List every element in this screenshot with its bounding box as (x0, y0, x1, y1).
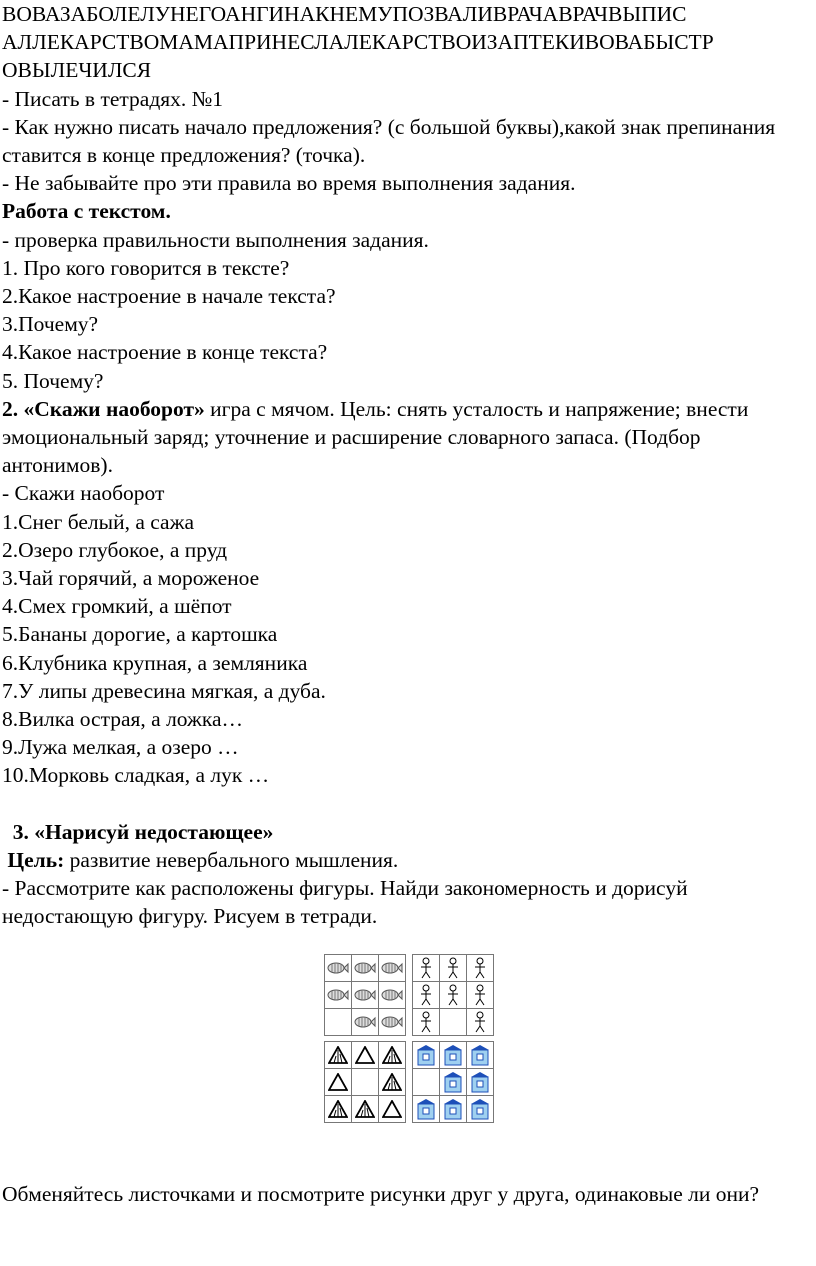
antonym-item: 10.Морковь сладкая, а лук … (2, 763, 270, 788)
fish-grid (324, 954, 406, 1036)
text-line: - Не забывайте про эти правила во время выполнения задания. (2, 171, 576, 196)
tri-icon (352, 1042, 378, 1068)
house-icon (467, 1096, 493, 1122)
fish-icon (325, 955, 351, 981)
tri-hatched-icon (325, 1042, 351, 1068)
fish-icon (379, 982, 405, 1008)
empty-cell (440, 1009, 466, 1035)
closing-text: Обменяйтесь листочками и посмотрите рисунки друг у друга, одинаковые ли они? (2, 1182, 760, 1206)
section-heading: 3. «Нарисуй недостающее» (2, 819, 274, 844)
house-icon (413, 1096, 439, 1122)
triangles-grid (324, 1041, 406, 1123)
person-icon (413, 955, 439, 981)
empty-cell (352, 1069, 378, 1095)
people-grid (412, 954, 494, 1036)
tri-hatched-icon (379, 1042, 405, 1068)
question: 3.Почему? (2, 312, 99, 337)
antonym-item: 5.Бананы дорогие, а картошка (2, 622, 278, 647)
text-line: ВОВАЗАБОЛЕЛУНЕГОАНГИНАКНЕМУПОЗВАЛИВРАЧАВРАЧВЫПИС (2, 2, 687, 26)
tri-hatched-icon (352, 1096, 378, 1122)
goal-line (2, 846, 814, 874)
fish-icon (325, 982, 351, 1008)
question: 5. Почему? (2, 368, 104, 393)
question: 1. Про кого говорится в тексте? (2, 255, 290, 280)
house-icon (440, 1069, 466, 1095)
goal-text: развитие невербального мышления. (64, 847, 399, 872)
house-icon (440, 1096, 466, 1122)
antonym-item: 6.Клубника крупная, а земляника (2, 650, 308, 675)
question: 4.Какое настроение в конце текста? (2, 340, 328, 365)
text-line: АЛЛЕКАРСТВОМАМАПРИНЕСЛАЛЕКАРСТВОИЗАПТЕКИВОВАБЫСТР (2, 30, 714, 55)
person-icon (440, 982, 466, 1008)
antonym-item: - Скажи наоборот (2, 481, 165, 506)
fish-icon (352, 955, 378, 981)
section-heading: Работа с текстом. (2, 199, 171, 224)
antonym-item: 3.Чай горячий, а мороженое (2, 566, 260, 591)
task-text: - Рассмотрите как расположены фигуры. Найди закономерность и дорисуй недостающую фигуру. Рисуем в тетради. (2, 876, 693, 929)
houses-grid (412, 1041, 494, 1123)
empty-cell (413, 1069, 439, 1095)
fish-icon (352, 1009, 378, 1035)
person-icon (440, 955, 466, 981)
antonym-item: 2.Озеро глубокое, а пруд (2, 537, 228, 562)
tri-hatched-icon (325, 1096, 351, 1122)
section-heading: 2. «Скажи наоборот» (2, 396, 205, 421)
house-icon (467, 1042, 493, 1068)
document-body (2, 0, 814, 931)
fish-icon (379, 1009, 405, 1035)
empty-cell (325, 1009, 351, 1035)
text-line: - Писать в тетрадях. №1 (2, 86, 223, 111)
tri-hatched-icon (379, 1069, 405, 1095)
antonym-item: 8.Вилка острая, а ложка… (2, 707, 244, 732)
tri-icon (325, 1069, 351, 1095)
tri-icon (379, 1096, 405, 1122)
person-icon (467, 1009, 493, 1035)
house-icon (413, 1042, 439, 1068)
antonym-item: 4.Смех громкий, а шёпот (2, 594, 232, 619)
question: 2.Какое настроение в начале текста? (2, 284, 336, 309)
person-icon (467, 955, 493, 981)
person-icon (413, 982, 439, 1008)
question: - проверка правильности выполнения задания. (2, 227, 429, 252)
antonym-item: 1.Снег белый, а сажа (2, 509, 194, 534)
goal-label: Цель: (2, 847, 65, 872)
fish-icon (352, 982, 378, 1008)
text-line: - Как нужно писать начало предложения? (с большой буквы),какой знак препинания ставится в конце предложения? (точка). (2, 114, 781, 168)
section-text: игра с мячом. Цель: снять усталость и напряжение; внести эмоциональный заряд; уточнение и расширение словарного запаса. (Подбор антонимов). (2, 396, 754, 478)
person-icon (467, 982, 493, 1008)
person-icon (413, 1009, 439, 1035)
text-line: ОВЫЛЕЧИЛСЯ (2, 58, 152, 83)
fish-icon (379, 955, 405, 981)
section2-paragraph (2, 395, 814, 480)
antonym-item: 9.Лужа мелкая, а озеро … (2, 735, 239, 760)
antonym-item: 7.У липы древесина мягкая, а дуба. (2, 678, 326, 703)
house-icon (440, 1042, 466, 1068)
house-icon (467, 1069, 493, 1095)
